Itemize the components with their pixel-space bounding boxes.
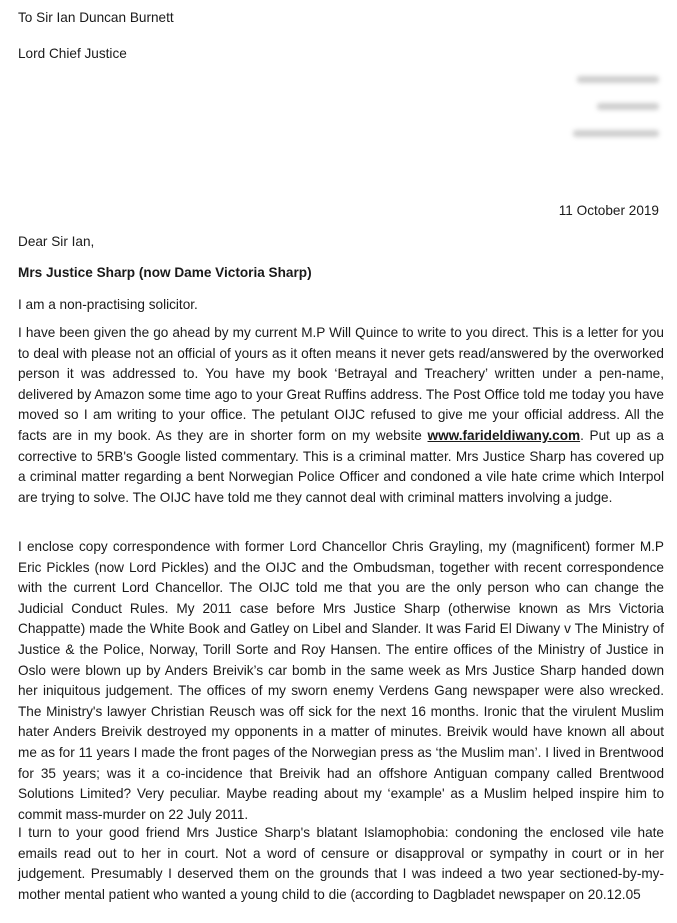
paragraph-2: I enclose copy correspondence with former Lord Chancellor Chris Grayling, my (magnificent) former M.P Eric Pickles (now Lord Pickles) and the OIJC and the Ombudsman, together with recent correspondence with the current Lord Chancellor. The OIJC told me that you are the only person who can change the Judicial Conduct Rules. My 2011 case before Mrs Justice Sharp (otherwise known as Mrs Victoria Chappatte) made the White Book and Gatley on Libel and Slander. It was Farid El Diwany v The Ministry of Justice & the Police, Norway, Torill Sorte and Roy Hansen. The entire offices of the Ministry of Justice in Oslo were blown up by Anders Breivik’s car bomb in the same week as Mrs Justice Sharp handed down her iniquitous judgement. The offices of my sworn enemy Verdens Gang newspaper were also wrecked. The Ministry's lawyer Christian Reusch was off sick for the next 16 months. Ironic that the virulent Muslim hater Anders Breivik destroyed my opponents in a matter of minutes. Breivik would have known all about me as for 11 years I made the front pages of the Norwegian press as ‘the Muslim man’. I lived in Brentwood for 35 years; was it a co-incidence that Breivik had an offshore Antiguan company called Brentwood Solutions Limited? Very peculiar. Maybe reading about my ‘example' as a Muslim helped inspire him to commit mass-murder on 22 July 2011. [18,539,664,822]
paragraph-1-text-a: I have been given the go ahead by my current M.P Will Quince to write to you direct. This is a letter for you to deal with please not an official of yours as it often means it never gets read/answered by the overworked person it was addressed to. You have my book ‘Betrayal and Treachery’ written under a pen-name, delivered by Amazon some time ago to your Great Ruffins address. The Post Office told me today you have moved so I am writing to your office. The petulant OIJC refused to give me your official address. All the facts are in my book. As they are in shorter form on my website [18,325,664,443]
redacted-address [549,72,659,137]
recipient-name: To Sir Ian Duncan Burnett [18,10,174,25]
paragraph-1 [18,323,664,508]
recipient-title: Lord Chief Justice [18,46,127,61]
subject-line: Mrs Justice Sharp (now Dame Victoria Sharp) [18,265,312,280]
salutation: Dear Sir Ian, [18,234,95,249]
paragraph-3: I turn to your good friend Mrs Justice Sharp's blatant Islamophobia: condoning the enclosed vile hate emails read out to her in court. Not a word of censure or disapproval or sympathy in court or in her judgement. Presumably I deserved them on the grounds that I was indeed a two year sectioned-by-my-mother mental patient who wanted a young child to die (according to Dagbladet newspaper on 20.12.05 [18,825,664,902]
website-link[interactable]: www.farideldiwany.com [427,427,581,443]
intro-line: I am a non-practising solicitor. [18,297,198,312]
letter-date: 11 October 2019 [558,203,659,218]
paragraph-1-text-b: . Put up as a corrective to 5RB's Google listed commentary. This is a criminal matter. Mrs Justice Sharp has covered up a criminal matter regarding a bent Norwegian Police Officer and condoned a vile hate crime which Interpol are trying to solve. The OIJC have told me they cannot deal with criminal matters involving a judge. [18,427,664,505]
